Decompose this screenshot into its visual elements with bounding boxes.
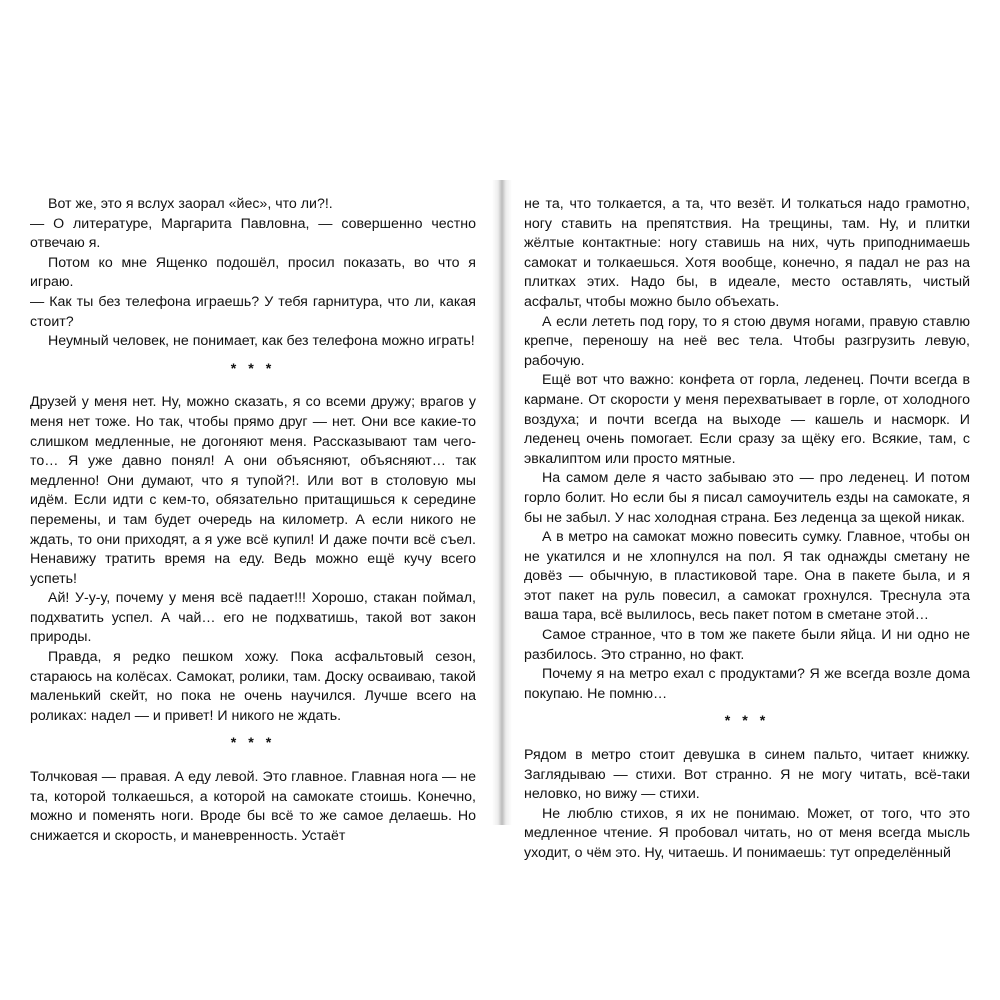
paragraph: Самое странное, что в том же пакете были яйца. И ни одно не разбилось. Это странно, но факт. [524,627,970,663]
left-page [30,195,476,846]
paragraph: Потом ко мне Ященко подошёл, просил показать, во что я играю. [30,254,476,291]
paragraph: А если лететь под гору, то я стою двумя ногами, правую ставлю крепче, переношу на неё вес тела. Чтобы разгрузить левую, рабочую. [524,313,970,369]
paragraph: — Как ты без телефона играешь? У тебя гарнитура, что ли, какая стоит? [30,293,476,330]
paragraph: Вот же, это я вслух заорал «йес», что ли?!. [48,196,333,212]
paragraph: Рядом в метро стоит девушка в синем пальто, читает книжку. Заглядываю — стихи. Вот странно. Я не могу читать, всё-таки неловко, но вижу — стихи. [524,747,970,803]
paragraph: Неумный человек, не понимает, как без телефона можно играть! [48,333,475,350]
section-separator: * * * [230,735,276,752]
paragraph: Толчковая — правая. А еду левой. Это главное. Главная нога — не та, которой толкаешься, а которой на самокате стоишь. Конечно, можно и поменять ноги. Вроде бы всё то же самое делаешь. Но снижается и скорость, и маневренность. Устаёт [30,769,476,844]
paragraph: Правда, я редко пешком хожу. Пока асфальтовый сезон, стараюсь на колёсах. Самокат, ролики, там. Доску осваиваю, такой маленький скейт, но пока не очень научился. Лучше всего на роликах: надел — и привет! И никого не ждать. [30,649,476,724]
paragraph: не та, что толкается, а та, что везёт. И толкаться надо грамотно, ногу ставить на препятствия. На трещины, там. Ну, и плитки жёлтые контактные: ногу ставишь на них, чуть приподнимаешь самокат и толкаешься. Хотя вообще, конечно, я падал не раз на плитках этих. Надо бы, в идеале, место оставлять, чистый асфальт, чтобы можно было объехать. [524,196,970,310]
paragraph: Почему я на метро ехал с продуктами? Я же всегда возле дома покупаю. Не помню… [524,666,970,702]
paragraph: А в метро на самокат можно повесить сумку. Главное, чтобы он не укатился и не хлопнулся на пол. Я так однажды сметану не довёз — обычную, в пластиковой таре. Она в пакете была, и я этот пакет на руль повесил, а самокат грохнулся. Треснула эта ваша тара, всё вылилось, весь пакет потом в сметане этой… [524,529,970,624]
section-separator: * * * [724,713,770,730]
paragraph: Не люблю стихов, я их не понимаю. Может, от того, что это медленное чтение. Я пробовал читать, но от меня всегда мысль уходит, о чём это. Ну, читаешь. И понимаешь: тут определённый [524,805,970,861]
paragraph: Ай! У-у-у, почему у меня всё падает!!! Хорошо, стакан поймал, подхватить успел. А чай… его не подхватишь, такой вот закон природы. [30,590,476,646]
section-separator: * * * [230,360,276,377]
book-gutter [492,180,512,825]
paragraph: Ещё вот что важно: конфета от горла, леденец. Почти всегда в кармане. От скорости у меня перехватывает в горле, от холодного воздуха; и почти всегда на выходе — кашель и насморк. И леденец очень помогает. Если сразу за щёку его. Всякие, там, с эвкалиптом или просто мятные. [524,372,970,467]
paragraph: Друзей у меня нет. Ну, можно сказать, я со всеми дружу; врагов у меня нет тоже. Но так, чтобы прямо друг — нет. Они все какие-то слишком медленные, не догоняют меня. Рассказывают там чего-то… Я уже давно понял! А они объясняют, объясняют… так медленно! Они думают, что я тупой?!. Или вот в столовую мы идём. Если идти с кем-то, обязательно притащишься к середине перемены, и там будет очередь на километр. А если никого не ждать, то они приходят, а я уже всё купил! И даже почти всё съел. Ненавижу тратить время на еду. Ведь можно ещё кучу всего успеть! [30,394,476,587]
right-page [524,195,970,864]
paragraph: — О литературе, Маргарита Павловна, — совершенно честно отвечаю я. [30,215,476,252]
paragraph: На самом деле я часто забываю это — про леденец. И потом горло болит. Но если бы я писал самоучитель езды на самокате, я бы не забыл. У нас холодная страна. Без леденца за щекой никак. [524,470,970,526]
